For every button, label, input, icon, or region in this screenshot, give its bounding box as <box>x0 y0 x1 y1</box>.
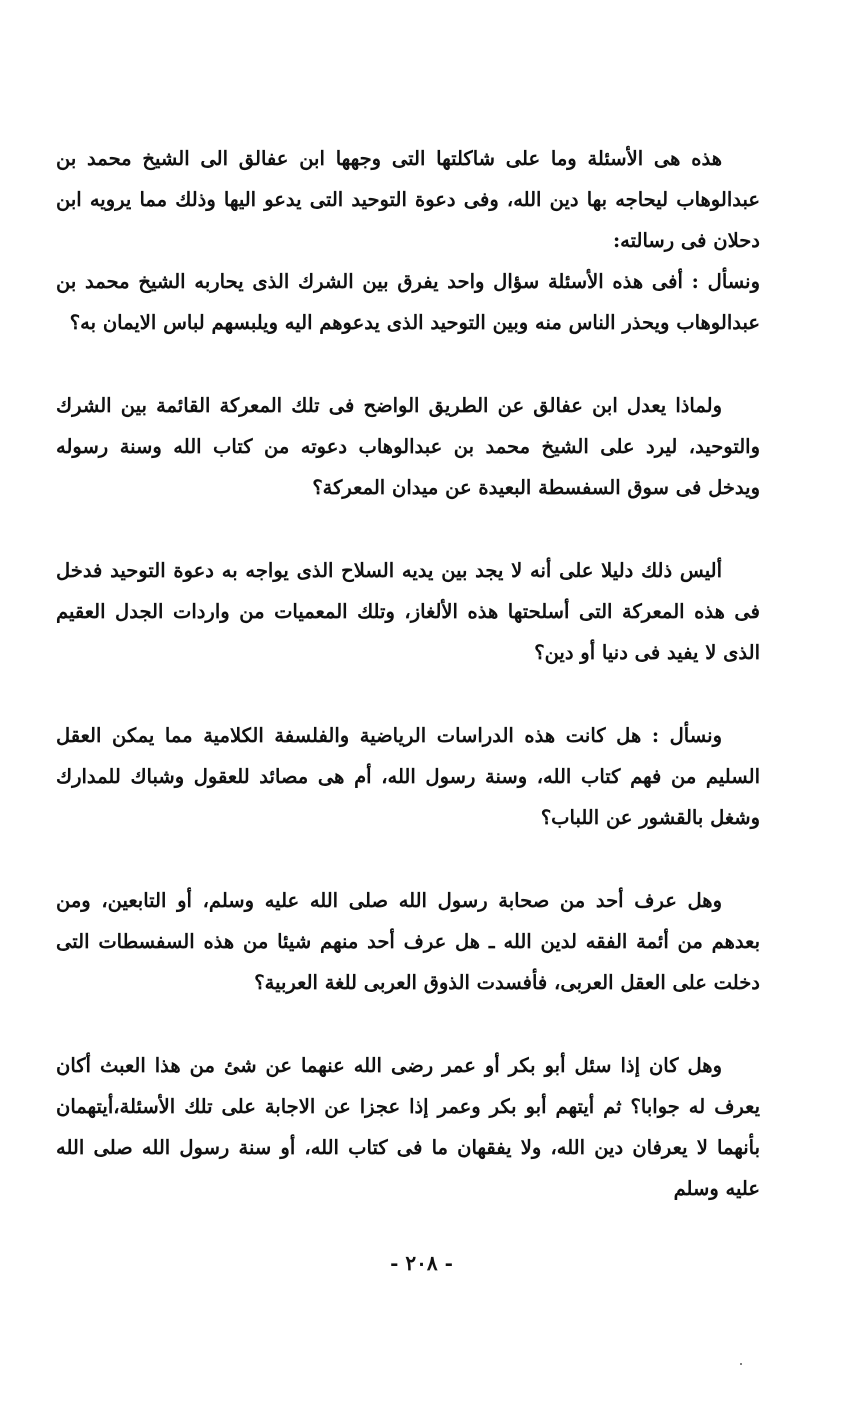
paragraph-2: ونسأل : أفى هذه الأسئلة سؤال واحد يفرق بين الشرك الذى يحاربه الشيخ محمد بن عبدالوهاب ويحذر الناس منه وبين التوحيد الذى يدعوهم اليه ويلبسهم لباس الايمان به؟ <box>56 270 760 334</box>
paragraph-spacer <box>56 1003 760 1045</box>
paragraph-spacer <box>56 673 760 715</box>
paragraph-5: ونسأل : هل كانت هذه الدراسات الرياضية والفلسفة الكلامية مما يمكن العقل السليم من فهم كتاب الله، وسنة رسول الله، أم هى مصائد للعقول وشباك للمدارك وشغل بالقشور عن اللباب؟ <box>56 724 760 829</box>
paragraph-4: أليس ذلك دليلا على أنه لا يجد بين يديه السلاح الذى يواجه به دعوة التوحيد فدخل فى هذه المعركة التى أسلحتها هذه الألغاز، وتلك المعميات من واردات الجدل العقيم الذى لا يفيد فى دنيا أو دين؟ <box>56 559 760 664</box>
page-number: - ٢٠٨ - <box>390 1251 453 1275</box>
paragraph-3: ولماذا يعدل ابن عفالق عن الطريق الواضح فى تلك المعركة القائمة بين الشرك والتوحيد، ليرد على الشيخ محمد بن عبدالوهاب دعوته من كتاب الله وسنة رسوله ويدخل فى سوق السفسطة البعيدة عن ميدان المعركة؟ <box>56 394 760 499</box>
scan-speck <box>740 1363 742 1365</box>
paragraph-spacer <box>56 838 760 880</box>
paragraph-6: وهل عرف أحد من صحابة رسول الله صلى الله عليه وسلم، أو التابعين، ومن بعدهم من أئمة الفقه لدين الله ـ هل عرف أحد منهم شيئا من هذه السفسطات التى دخلت على العقل العربى، فأفسدت الذوق العربى للغة العربية؟ <box>56 889 760 994</box>
paragraph-spacer <box>56 343 760 385</box>
paragraph-1: هذه هى الأسئلة وما على شاكلتها التى وجهها ابن عفالق الى الشيخ محمد بن عبدالوهاب ليحاجه بها دين الله، وفى دعوة التوحيد التى يدعو اليها وذلك مما يرويه ابن دحلان فى رسالته: <box>56 147 760 252</box>
body-text <box>56 138 760 1209</box>
paragraph-spacer <box>56 508 760 550</box>
paragraph-7: وهل كان إذا سئل أبو بكر أو عمر رضى الله عنهما عن شئ من هذا العبث أكان يعرف له جوابا؟ ثم أيتهم أبو بكر وعمر إذا عجزا عن الاجابة على تلك الأسئلة،أيتهمان بأنهما لا يعرفان دين الله، ولا يفقهان ما فى كتاب الله، أو سنة رسول الله صلى الله عليه وسلم <box>56 1054 760 1200</box>
